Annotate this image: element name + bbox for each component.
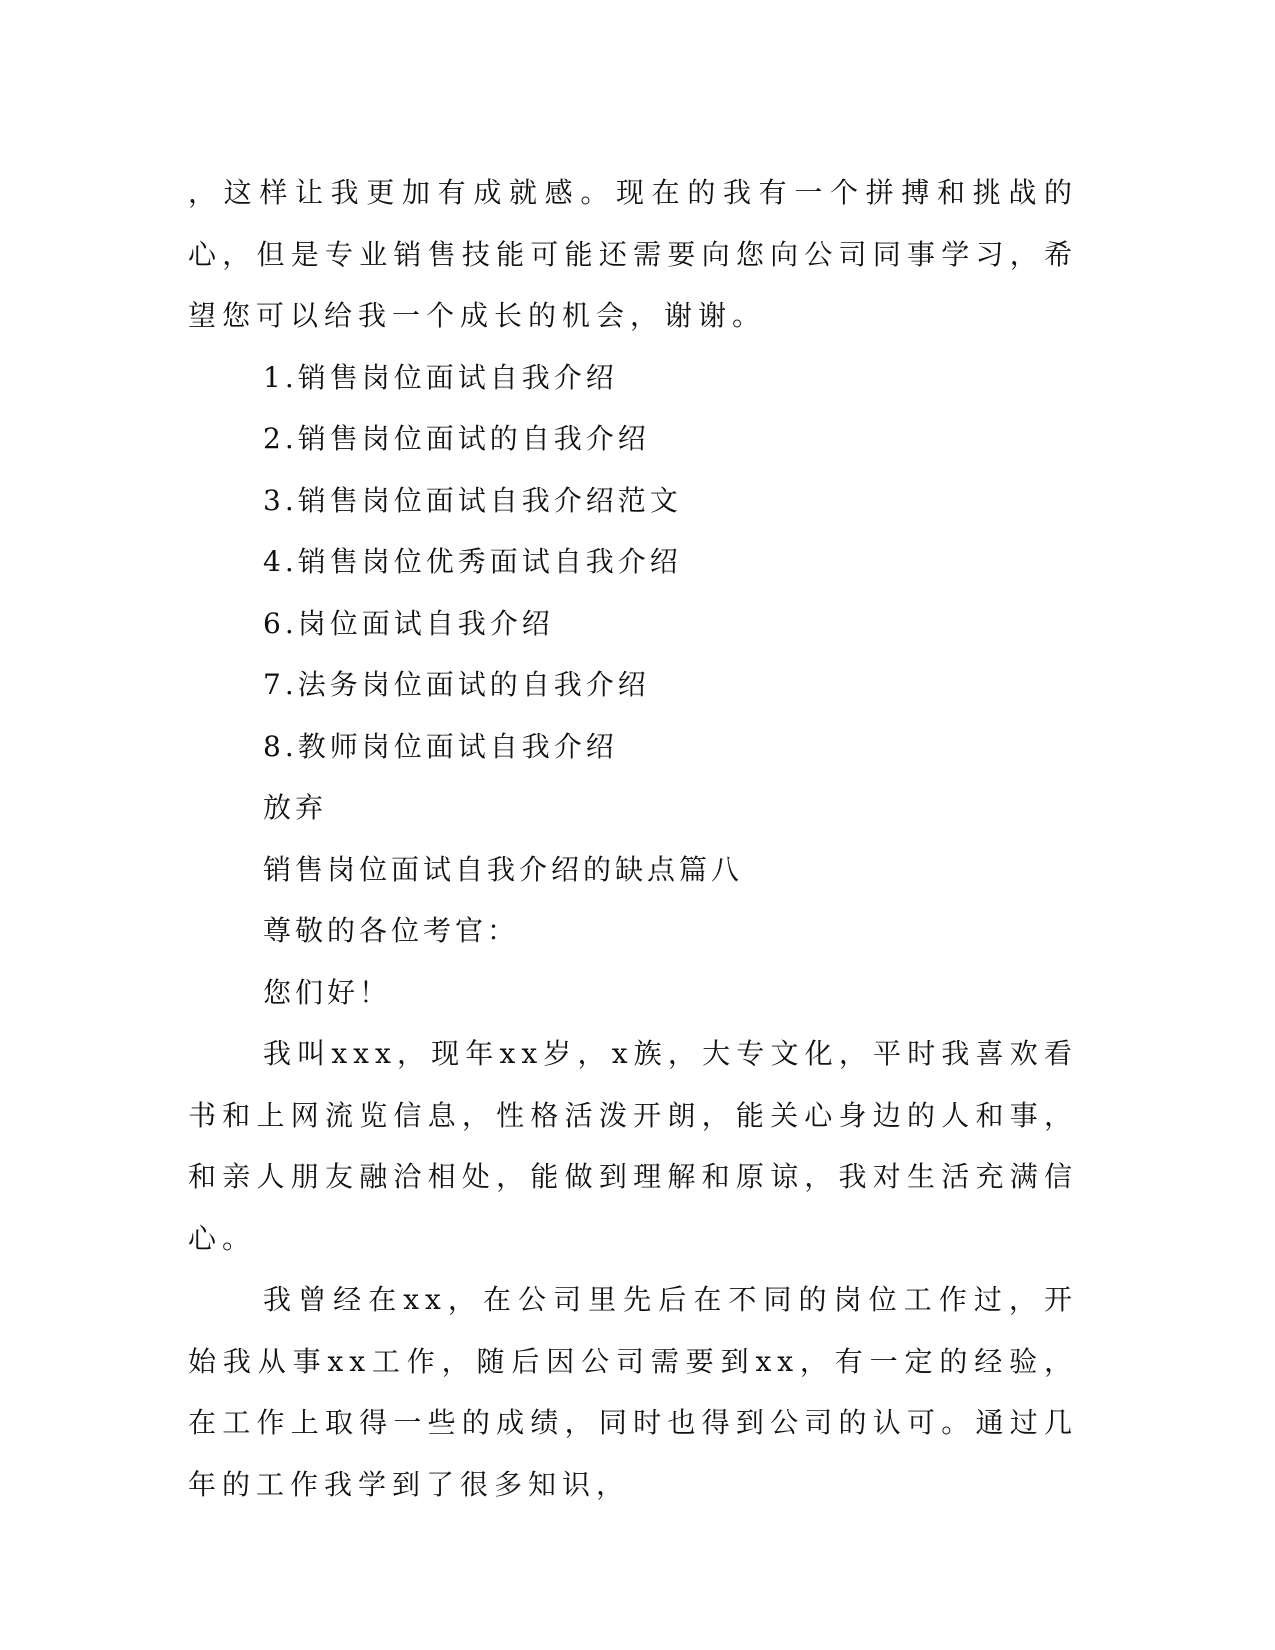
list-item: 8.教师岗位面试自我介绍: [263, 729, 618, 763]
document-body: [188, 162, 1078, 1515]
section-title: 销售岗位面试自我介绍的缺点篇八: [263, 852, 744, 886]
greeting: 您们好！: [263, 975, 392, 1009]
list-item: 1.销售岗位面试自我介绍: [263, 360, 618, 394]
list-item: 4.销售岗位优秀面试自我介绍: [263, 545, 682, 578]
salutation: 尊敬的各位考官：: [263, 914, 520, 947]
list-item: 2.销售岗位面试的自我介绍: [263, 422, 650, 455]
list-item: 6.岗位面试自我介绍: [263, 606, 554, 640]
related-articles-list: [188, 347, 1078, 778]
abandon-label: 放弃: [263, 791, 328, 824]
paragraph-introduction: 我叫xxx，现年xx岁，x族，大专文化，平时我喜欢看书和上网流览信息，性格活泼开朗，能关心身边的人和事，和亲人朋友融洽相处，能做到理解和原谅，我对生活充满信心。: [188, 1037, 1078, 1255]
list-item: 7.法务岗位面试的自我介绍: [263, 668, 650, 701]
paragraph-continuation: ，这样让我更加有成就感。现在的我有一个拼搏和挑战的心，但是专业销售技能可能还需要向您向公司同事学习，希望您可以给我一个成长的机会，谢谢。: [188, 176, 1078, 332]
paragraph-experience: 我曾经在xx，在公司里先后在不同的岗位工作过，开始我从事xx工作，随后因公司需要到xx，有一定的经验，在工作上取得一些的成绩，同时也得到公司的认可。通过几年的工作我学到了很多知识，: [188, 1283, 1078, 1501]
list-item: 3.销售岗位面试自我介绍范文: [263, 483, 682, 517]
